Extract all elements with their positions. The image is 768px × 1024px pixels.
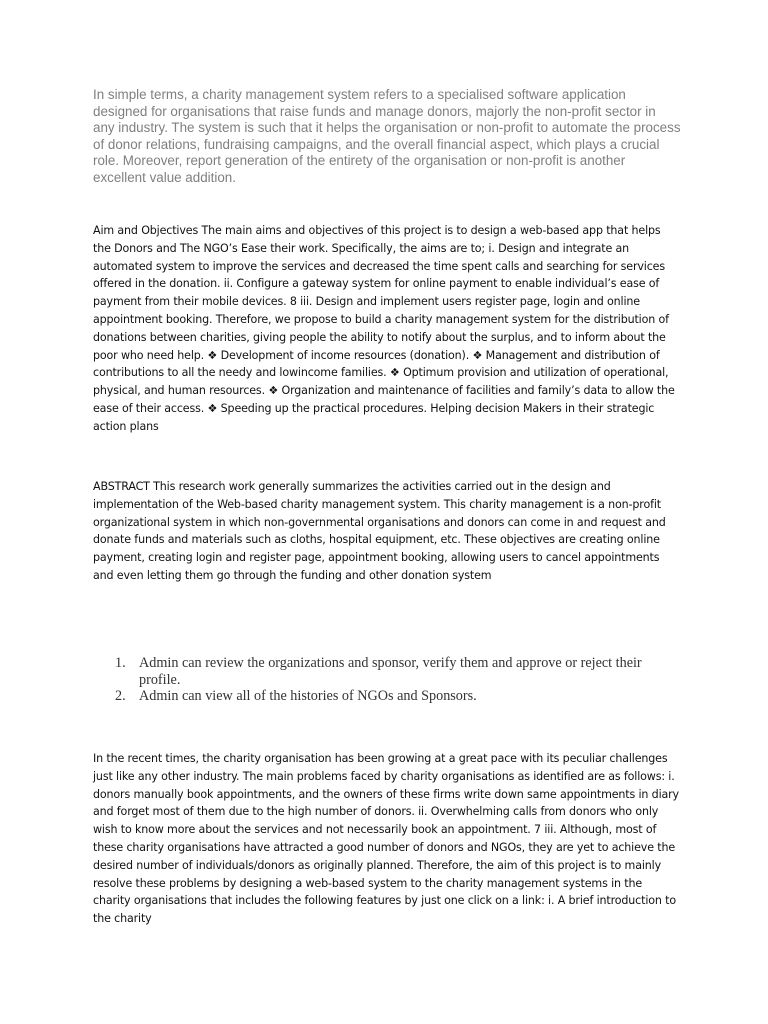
list-item-text: Admin can review the organizations and sponsor, verify them and approve or reject their profile. xyxy=(139,655,642,688)
list-item xyxy=(93,655,681,688)
list-item xyxy=(93,688,681,705)
recent-times-paragraph: In the recent times, the charity organisation has been growing at a great pace with its peculiar challenges just like any other industry. The main problems faced by charity organisations as identified are as follows: i. donors manually book appointments, and the owners of these firms write down same appointments in diary and forget most of them due to the high number of donors. ii. Overwhelming calls from donors who only wish to know more about the services and not necessarily book an appointment. 7 iii. Although, most of these charity organisations have attracted a good number of donors and NGOs, they are yet to achieve the desired number of individuals/donors as originally planned. Therefore, the aim of this project is to mainly resolve these problems by designing a web-based system to the charity management systems in the charity organisations that includes the following features by just one click on a link: i. A brief introduction to the charity xyxy=(93,752,679,926)
list-item-number: 1. xyxy=(115,655,126,671)
intro-paragraph: In simple terms, a charity management system refers to a specialised software application designed for organisations that raise funds and manage donors, majorly the non-profit sector in any industry. The system is such that it helps the organisation or non-profit to automate the process of donor relations, fundraising campaigns, and the overall financial aspect, which plays a crucial role. Moreover, report generation of the entirety of the organisation or non-profit is another excellent value addition. xyxy=(93,87,681,185)
list-item-number: 2. xyxy=(115,688,126,705)
abstract-paragraph: ABSTRACT This research work generally summarizes the activities carried out in the design and implementation of the Web-based charity management system. This charity management is a non-profit organizational system in which non-governmental organisations and donors can come in and request and donate funds and materials such as cloths, hospital equipment, etc. These objectives are creating online payment, creating login and register page, appointment booking, allowing users to cancel appointments and even letting them go through the funding and other donation system xyxy=(93,480,666,582)
admin-features-list xyxy=(93,655,681,705)
list-item-text: Admin can view all of the histories of NGOs and Sponsors. xyxy=(139,688,477,705)
aims-objectives-paragraph: Aim and Objectives The main aims and objectives of this project is to design a web-based app that helps the Donors and The NGO’s Ease their work. Specifically, the aims are to; i. Design and integrate an automated system to improve the services and decreased the time spent calls and searching for services offered in the donation. ii. Configure a gateway system for online payment to enable individual’s ease of payment from their mobile devices. 8 iii. Design and implement users register page, login and online appointment booking. Therefore, we propose to build a charity management system for the distribution of donations between charities, giving people the ability to notify about the surplus, and to inform about the poor who need help. ❖ Development of income resources (donation). ❖ Management and distribution of contributions to all the needy and lowincome families. ❖ Optimum provision and utilization of operational, physical, and human resources. ❖ Organization and maintenance of facilities and family’s data to allow the ease of their access. ❖ Speeding up the practical procedures. Helping decision Makers in their strategic action plans xyxy=(93,224,675,433)
